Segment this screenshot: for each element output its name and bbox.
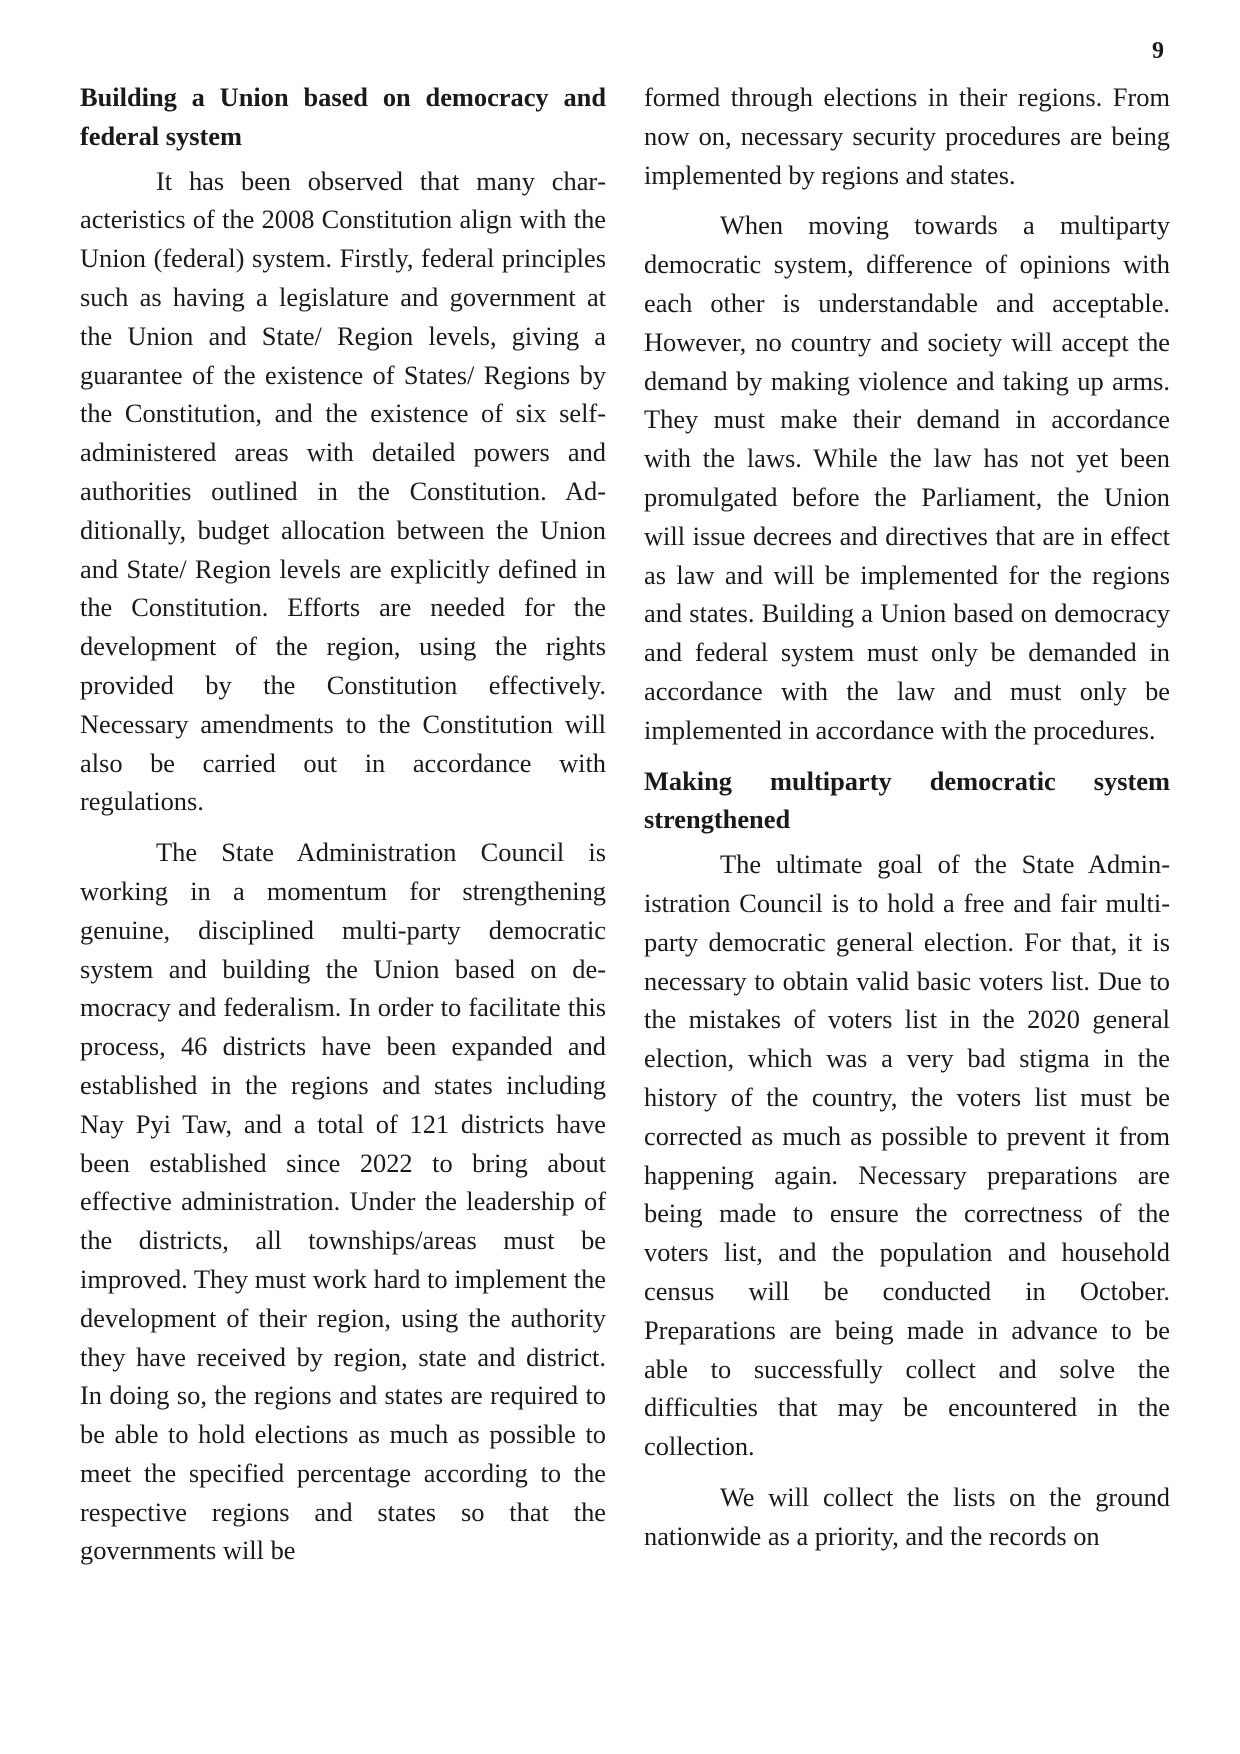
- paragraph-multiparty-opinions: When moving towards a multiparty democratic system, difference of opinions with each other is understandable and acceptable. However, no country and society will accept the demand by making violence and taking up arms. They must make their demand in accordance with the laws. While the law has not yet been promulgated before the Parliament, the Union will issue decrees and directives that are in effect as law and will be implemented for the regions and states. Building a Union based on democracy and federal system must only be demanded in accordance with the law and must only be implemented in accordance with the procedures.: [644, 210, 1170, 745]
- page-number: 9: [1152, 38, 1164, 64]
- left-column: [80, 78, 606, 1582]
- paragraph-constitution: It has been observed that many characteristics of the 2008 Constitution align with the Union (federal) system. Firstly, federal principles such as having a legislature and government at the Union and State/ Region levels, giving a guarantee of the existence of States/ Regions by the Constitution, and the existence of six self-administered areas with detailed powers and authorities outlined in the Constitution. Additionally, budget allocation between the Union and State/ Region levels are explicitly defined in the Constitution. Efforts are needed for the development of the region, using the rights provided by the Constitution effectively. Necessary amendments to the Constitution will also be carried out in accordance with regulations.: [80, 165, 606, 817]
- section-heading-federal-union: Building a Union based on democracy and federal system: [80, 82, 606, 151]
- paragraph-continuation: formed through elections in their regions. From now on, necessary security procedures are being implemented by regions and states.: [644, 82, 1170, 190]
- paragraph-collect-lists: We will collect the lists on the ground nationwide as a priority, and the records on: [644, 1481, 1170, 1551]
- section-heading-multiparty: Making multiparty democratic system strengthened: [644, 765, 1170, 835]
- paragraph-election-goal: The ultimate goal of the State Administration Council is to hold a free and fair multi-party democratic general election. For that, it is necessary to obtain valid basic voters list. Due to the mistakes of voters list in the 2020 general election, which was a very bad stigma in the history of the country, the voters list must be corrected as much as possible to prevent it from happening again. Necessary preparations are being made to ensure the correctness of the voters list, and the population and household census will be conducted in October. Preparations are being made in advance to be able to successfully collect and solve the difficulties that may be encountered in the collection.: [644, 849, 1170, 1462]
- right-column: [644, 78, 1170, 1567]
- paragraph-state-administration-council: The State Administration Council is working in a momentum for strengthening genuine, disciplined multi-party democratic system and building the Union based on democracy and federalism. In order to facilitate this process, 46 districts have been expanded and established in the regions and states including Nay Pyi Taw, and a total of 121 districts have been established since 2022 to bring about effective administration. Under the leadership of the districts, all townships/areas must be improved. They must work hard to implement the development of their region, using the authority they have received by region, state and district. In doing so, the regions and states are required to be able to hold elections as much as possible to meet the specified percentage according to the respective regions and states so that the governments will be: [80, 837, 606, 1566]
